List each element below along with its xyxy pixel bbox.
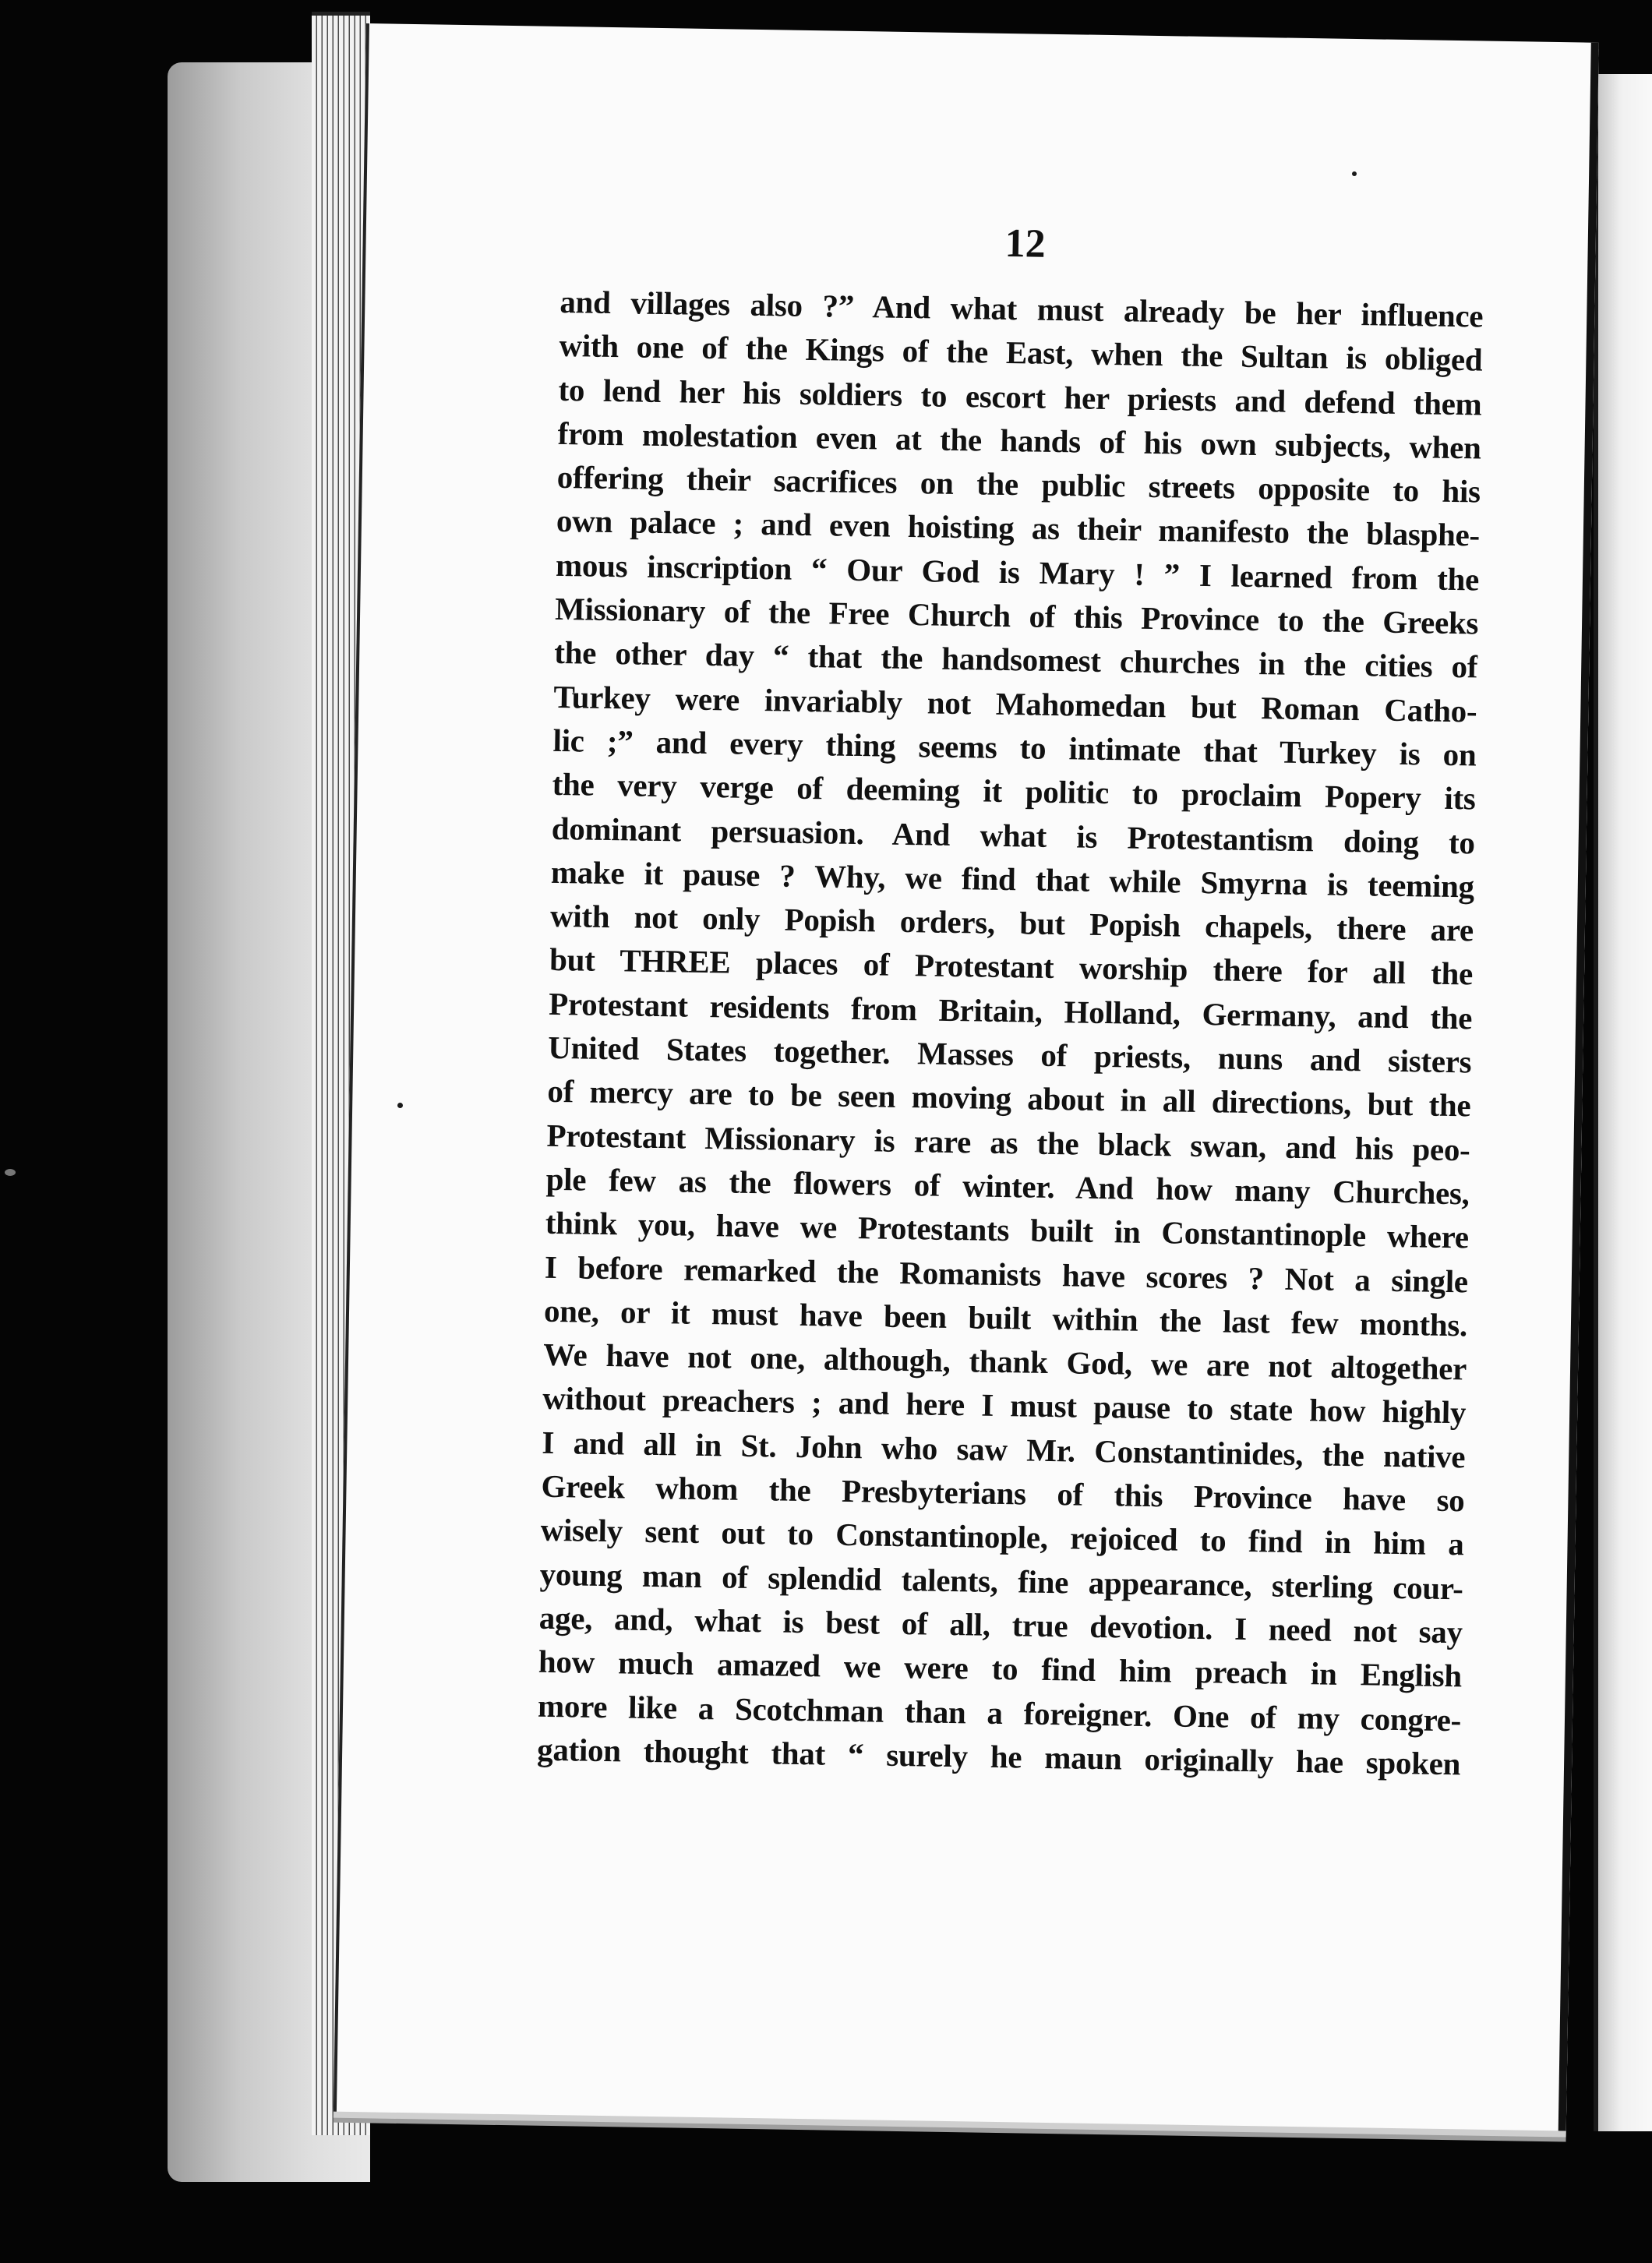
scan-speck (1352, 171, 1357, 176)
text-line: without preachers ; and here I must pause to state how highly (542, 1380, 1467, 1431)
text-line: of mercy are to be seen moving about in all directions, but the (547, 1073, 1471, 1124)
text-line: to lend her his soldiers to escort her priests and defend them (558, 371, 1482, 422)
text-line: one, or it must have been built within the last few months. (543, 1292, 1468, 1343)
text-line: Turkey were invariably not Mahomedan but Roman Catho- (553, 678, 1477, 729)
book-page (334, 23, 1599, 2131)
text-line: and villages also ?” And what must already be her influence (559, 283, 1484, 334)
facing-page-edge (1594, 74, 1652, 2131)
text-line: make it pause ? Why, we find that while Smyrna is teeming (550, 853, 1475, 905)
text-line: with not only Popish orders, but Popish chapels, there are (549, 898, 1474, 948)
scan-speck (5, 1169, 16, 1176)
text-line: the other day “ that the handsomest churches in the cities of (553, 634, 1478, 685)
text-line: age, and, what is best of all, true devotion. I need not say (538, 1599, 1463, 1650)
text-line: dominant persuasion. And what is Protestantism doing to (551, 810, 1476, 861)
text-line: Protestant Missionary is rare as the black swan, and his peo- (546, 1117, 1470, 1168)
text-line: from molestation even at the hands of his own subjects, when (557, 415, 1481, 466)
text-line: mous inscription “ Our God is Mary ! ” I learned from the (555, 546, 1480, 598)
text-line: young man of splendid talents, fine appearance, sterling cour- (539, 1555, 1463, 1606)
text-line: wisely sent out to Constantinople, rejoiced to find in him a (540, 1512, 1464, 1562)
text-line: more like a Scotchman than a foreigner. One of my congre- (537, 1687, 1462, 1738)
text-line: We have not one, although, thank God, we are not altogether (542, 1336, 1467, 1387)
text-line: own palace ; and even hoisting as their manifesto the blasphe- (556, 503, 1481, 554)
text-line: gation thought that “ surely he maun originally hae spoken (536, 1731, 1461, 1782)
text-line: I before remarked the Romanists have scores ? Not a single (544, 1248, 1469, 1299)
page-number: 12 (1004, 221, 1047, 267)
text-line: Greek whom the Presbyterians of this Province have so (541, 1467, 1465, 1519)
text-line: United States together. Masses of priests, nuns and sisters (548, 1029, 1472, 1080)
text-line: Protestant residents from Britain, Holland, Germany, and the (548, 985, 1473, 1036)
text-line: offering their sacrifices on the public streets opposite to his (556, 459, 1481, 510)
text-line: think you, have we Protestants built in Constantinople where (545, 1205, 1470, 1255)
text-line: how much amazed we were to find him preach in English (538, 1643, 1463, 1694)
scan-speck (397, 1103, 403, 1108)
text-line: lic ;” and every thing seems to intimate that Turkey is on (552, 722, 1477, 773)
text-line: ple few as the flowers of winter. And how many Churches, (545, 1160, 1470, 1212)
text-line: the very verge of deeming it politic to proclaim Popery its (552, 766, 1476, 817)
text-line: I and all in St. John who saw Mr. Constantinides, the native (542, 1424, 1466, 1475)
text-line: but THREE places of Protestant worship there for all the (549, 941, 1474, 992)
body-text (537, 280, 1484, 1785)
text-line: with one of the Kings of the East, when the Sultan is obliged (559, 327, 1483, 378)
text-line: Missionary of the Free Church of this Province to the Greeks (554, 590, 1479, 641)
